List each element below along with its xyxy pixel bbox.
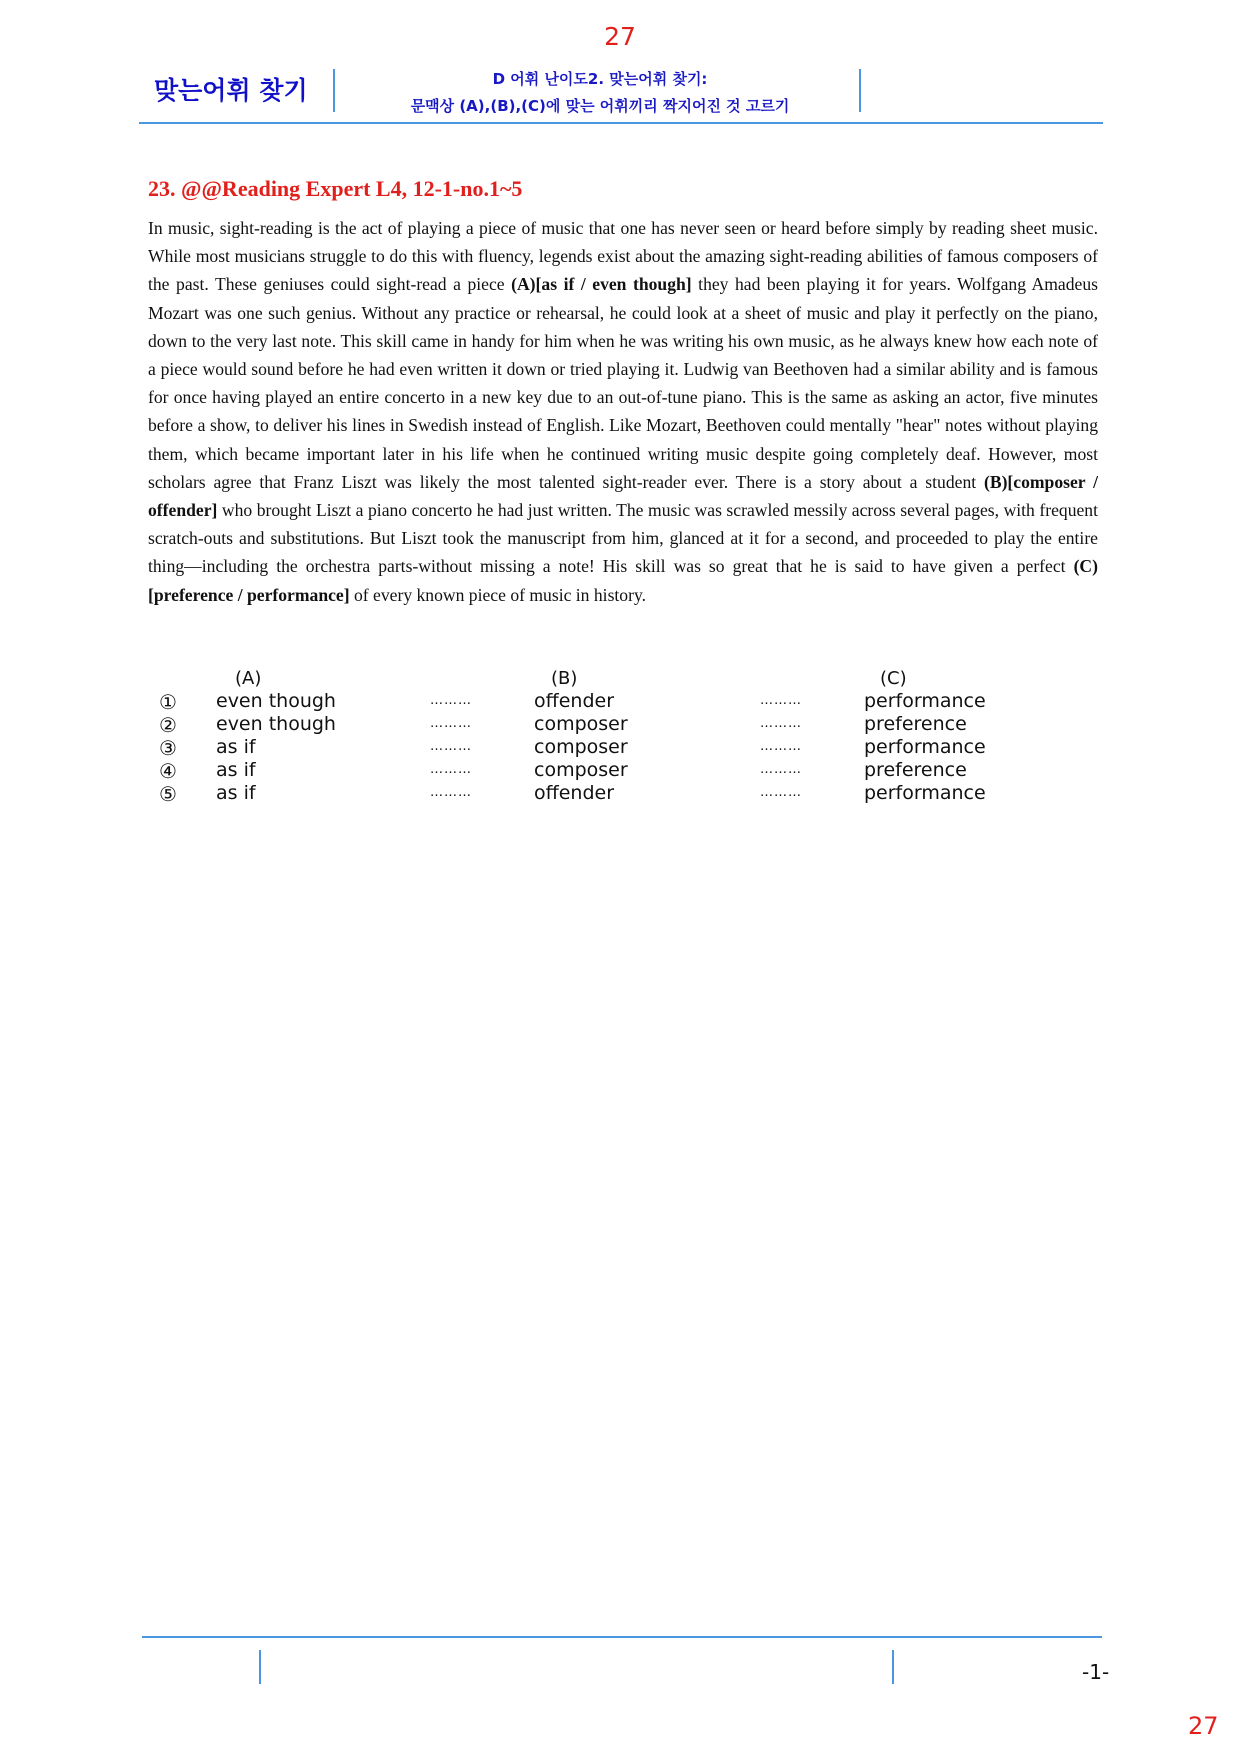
option-a-value: even though	[216, 713, 336, 735]
option-a-value: as if	[216, 736, 256, 758]
option-b-value: offender	[534, 782, 615, 804]
answer-option-2[interactable]	[0, 713, 1240, 736]
option-a-value: as if	[216, 759, 256, 781]
option-b-value: composer	[534, 759, 628, 781]
option-leader-dots: ………	[430, 785, 472, 800]
answer-option-3[interactable]	[0, 736, 1240, 759]
option-number: ⑤	[159, 782, 177, 806]
footer-divider-right	[892, 1650, 894, 1684]
blank-a: (A)[as if / even though]	[511, 274, 692, 295]
option-a-value: as if	[216, 782, 256, 804]
header-subtitle-line1: D 어휘 난이도2. 맞는어휘 찾기:	[492, 70, 708, 88]
passage	[148, 214, 1098, 609]
option-leader-dots: ………	[760, 785, 802, 800]
option-leader-dots: ………	[430, 716, 472, 731]
option-header-b: (B)	[551, 668, 578, 689]
option-header-a: (A)	[235, 668, 262, 689]
header-divider-right	[859, 69, 861, 112]
answer-option-1[interactable]	[0, 690, 1240, 713]
header-divider-left	[333, 69, 335, 112]
option-leader-dots: ………	[430, 762, 472, 777]
option-b-value: offender	[534, 690, 615, 712]
answer-option-5[interactable]	[0, 782, 1240, 805]
option-leader-dots: ………	[760, 716, 802, 731]
page-number-top: 27	[604, 22, 636, 51]
option-c-value: preference	[864, 759, 967, 781]
header-rule	[139, 122, 1103, 124]
passage-text: of every known piece of music in history.	[349, 584, 647, 605]
section-title: 맞는어휘 찾기	[154, 76, 308, 105]
option-leader-dots: ………	[760, 739, 802, 754]
option-header-c: (C)	[880, 668, 907, 689]
option-b-value: composer	[534, 713, 628, 735]
blank-c: (C)[preference / performance]	[148, 556, 1098, 605]
passage-text: they had been playing it for years. Wolfgang Amadeus Mozart was one such genius. Without any practice or rehearsal, he could look at a sheet of music and play it perfectly on the piano, down to the very last note. This skill came in handy for him when he was writing his own music, as he always knew how each note of a piece would sound before he had even written it down or tried playing it. Ludwig van Beethoven had a similar ability and is famous for once having played an entire concerto in a new key due to an out-of-tune piano. This is the same as asking an actor, five minutes before a show, to deliver his lines in Swedish instead of English. Like Mozart, Beethoven could mentally "hear" notes without playing them, which became important later in his life when he continued writing music despite going completely deaf. However, most scholars agree that Franz Liszt was likely the most talented sight-reader ever. There is a story about a student	[148, 274, 1098, 492]
footer-page-label: -1-	[1082, 1660, 1110, 1684]
option-number: ③	[159, 736, 177, 760]
passage-text: In music, sight-reading is the act of playing a piece of music that one has never seen or heard before simply by reading sheet music. While most musicians struggle to do this with fluency, legends exist about the amazing sight-reading abilities of famous composers of the past. These geniuses could sight-read a piece	[148, 218, 1098, 295]
option-leader-dots: ………	[760, 693, 802, 708]
footer-rule	[142, 1636, 1102, 1638]
option-b-value: composer	[534, 736, 628, 758]
blank-b: (B)[composer / offender]	[148, 471, 1098, 521]
option-c-value: performance	[864, 736, 986, 758]
option-leader-dots: ………	[430, 739, 472, 754]
option-c-value: performance	[864, 690, 986, 712]
page-number-bottom: 27	[1188, 1712, 1219, 1740]
passage-text: who brought Liszt a piano concerto he had just written. The music was scrawled messily across several pages, with frequent scratch-outs and substitutions. But Liszt took the manuscript from him, glanced at it for a second, and proceeded to play the entire thing—including the orchestra parts-without missing a note! His skill was so great that he is said to have given a perfect	[148, 500, 1098, 577]
option-leader-dots: ………	[760, 762, 802, 777]
option-number: ②	[159, 713, 177, 737]
header-subtitle-line2: 문맥상 (A),(B),(C)에 맞는 어휘끼리 짝지어진 것 고르기	[410, 97, 790, 115]
question-title: 23. @@Reading Expert L4, 12-1-no.1~5	[148, 176, 523, 201]
option-a-value: even though	[216, 690, 336, 712]
footer-divider-left	[259, 1650, 261, 1684]
option-c-value: performance	[864, 782, 986, 804]
option-number: ④	[159, 759, 177, 783]
option-c-value: preference	[864, 713, 967, 735]
answer-option-4[interactable]	[0, 759, 1240, 782]
option-leader-dots: ………	[430, 693, 472, 708]
option-number: ①	[159, 690, 177, 714]
